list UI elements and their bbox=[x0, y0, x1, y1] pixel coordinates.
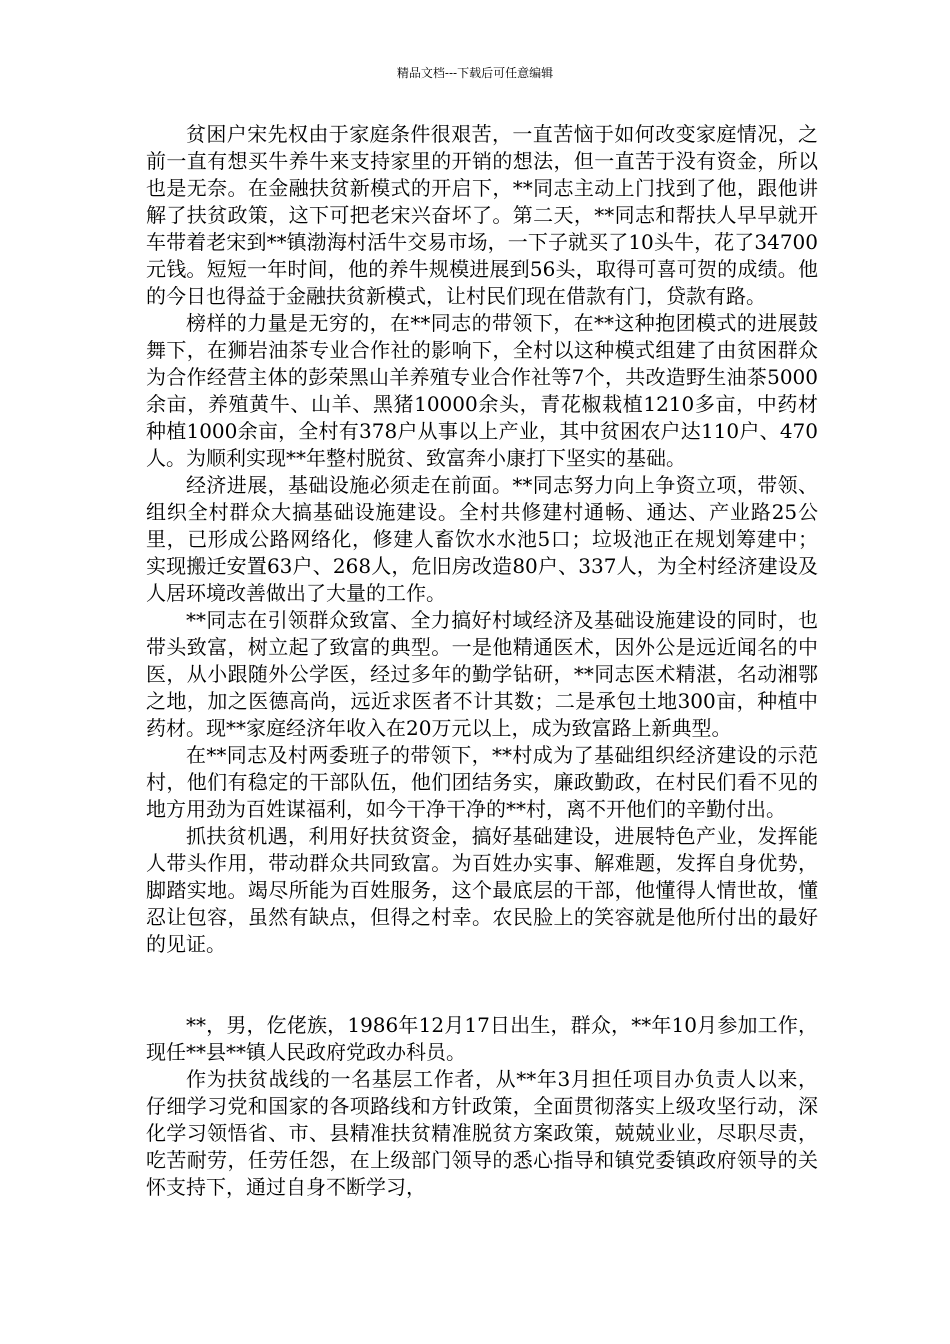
paragraph: **同志在引领群众致富、全力搞好村域经济及基础设施建设的同时，也带头致富，树立起了致富的典型。一是他精通医术，因外公是远近闻名的中医，从小跟随外公学医，经过多年的勤学钻研，**同志医术精湛，名动湘鄂之地，加之医德高尚，远近求医者不计其数；二是承包土地300亩，种植中药材。现**家庭经济年收入在20万元以上，成为致富路上新典型。 bbox=[146, 608, 818, 740]
paragraph: 经济进展，基础设施必须走在前面。**同志努力向上争资立项，带领、组织全村群众大搞基础设施建设。全村共修建村通畅、通达、产业路25公里，已形成公路网络化，修建人畜饮水水池5口；垃圾池正在规划筹建中；实现搬迁安置63户、268人，危旧房改造80户、337人，为全村经济建设及人居环境改善做出了大量的工作。 bbox=[146, 473, 818, 605]
document-body bbox=[146, 121, 818, 1201]
section-1 bbox=[146, 121, 818, 958]
paragraph: 贫困户宋先权由于家庭条件很艰苦，一直苦恼于如何改变家庭情况，之前一直有想买牛养牛来支持家里的开销的想法，但一直苦于没有资金，所以也是无奈。在金融扶贫新模式的开启下，**同志主动上门找到了他，跟他讲解了扶贫政策，这下可把老宋兴奋坏了。第二天，**同志和帮扶人早早就开车带着老宋到**镇渤海村活牛交易市场，一下子就买了10头牛，花了34700元钱。短短一年时间，他的养牛规模进展到56头，取得可喜可贺的成绩。他的今日也得益于金融扶贫新模式，让村民们现在借款有门，贷款有路。 bbox=[146, 122, 818, 308]
paragraph: 作为扶贫战线的一名基层工作者，从**年3月担任项目办负责人以来，仔细学习党和国家的各项路线和方针政策，全面贯彻落实上级攻坚行动，深化学习领悟省、市、县精准扶贫精准脱贫方案政策，兢兢业业，尽职尽责，吃苦耐劳，任劳任怨，在上级部门领导的悉心指导和镇党委镇政府领导的关怀支持下，通过自身不断学习， bbox=[146, 1067, 818, 1199]
section-spacer bbox=[146, 958, 818, 1012]
paragraph: **，男，仡佬族，1986年12月17日出生，群众，**年10月参加工作，现任**县**镇人民政府党政办科员。 bbox=[146, 1013, 818, 1064]
page-header: 精品文档---下载后可任意编辑 bbox=[396, 66, 554, 80]
paragraph: 在**同志及村两委班子的带领下，**村成为了基础组织经济建设的示范村，他们有稳定的干部队伍，他们团结务实，廉政勤政，在村民们看不见的地方用劲为百姓谋福利，如今干净干净的**村，离不开他们的辛勤付出。 bbox=[146, 743, 818, 821]
section-2 bbox=[146, 1012, 818, 1201]
paragraph: 抓扶贫机遇，利用好扶贫资金，搞好基础建设，进展特色产业，发挥能人带头作用，带动群众共同致富。为百姓办实事、解难题，发挥自身优势，脚踏实地。竭尽所能为百姓服务，这个最底层的干部，他懂得人情世故，懂忍让包容，虽然有缺点，但得之村幸。农民脸上的笑容就是他所付出的最好的见证。 bbox=[146, 824, 818, 956]
paragraph: 榜样的力量是无穷的，在**同志的带领下，在**这种抱团模式的进展鼓舞下，在狮岩油茶专业合作社的影响下，全村以这种模式组建了由贫困群众为合作经营主体的彭荣黑山羊养殖专业合作社等7个，共改造野生油茶5000余亩，养殖黄牛、山羊、黑猪10000余头，青花椒栽植1210多亩，中药材种植1000余亩，全村有378户从事以上产业，其中贫困农户达110户、470人。为顺利实现**年整村脱贫、致富奔小康打下坚实的基础。 bbox=[146, 311, 818, 470]
